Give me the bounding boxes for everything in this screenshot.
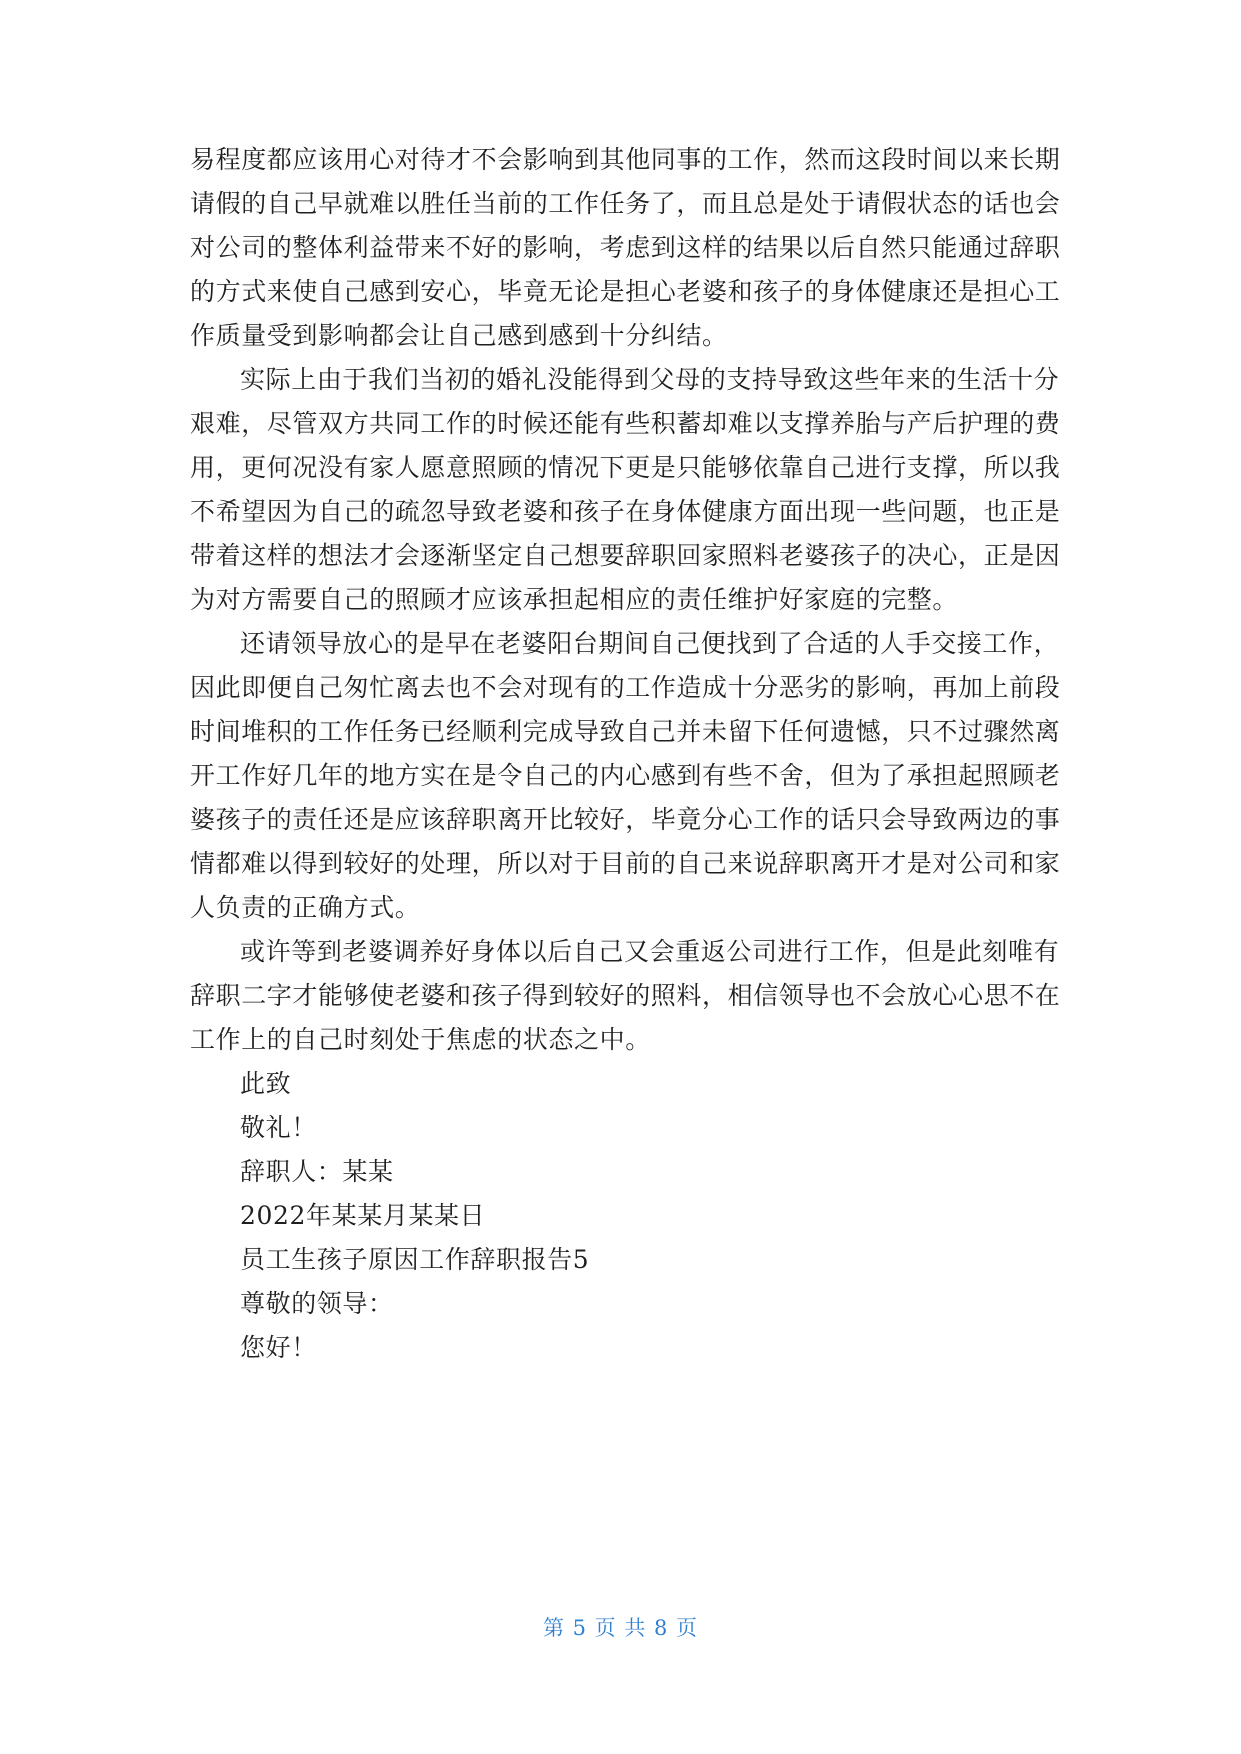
paragraph-4-line-1: 或许等到老婆调养好身体以后自己又会重返公司进行工作，但是此刻唯有 bbox=[240, 937, 1060, 966]
paragraph-1-line-4: 的方式来使自己感到安心，毕竟无论是担心老婆和孩子的身体健康还是担心工 bbox=[190, 277, 1061, 306]
closing-cizhi: 此致 bbox=[240, 1069, 292, 1098]
paragraph-1-line-1: 易程度都应该用心对待才不会影响到其他同事的工作，然而这段时间以来长期 bbox=[190, 145, 1061, 174]
paragraph-2-line-2: 艰难，尽管双方共同工作的时候还能有些积蓄却难以支撑养胎与产后护理的费 bbox=[190, 409, 1061, 438]
paragraph-3-line-5: 婆孩子的责任还是应该辞职离开比较好，毕竟分心工作的话只会导致两边的事 bbox=[190, 805, 1061, 834]
paragraph-1-line-2: 请假的自己早就难以胜任当前的工作任务了，而且总是处于请假状态的话也会 bbox=[190, 189, 1061, 218]
paragraph-1-line-5: 作质量受到影响都会让自己感到感到十分纠结。 bbox=[190, 321, 728, 350]
page-number-footer: 第 5 页 共 8 页 bbox=[542, 1616, 699, 1640]
paragraph-3-line-6: 情都难以得到较好的处理，所以对于目前的自己来说辞职离开才是对公司和家 bbox=[190, 849, 1061, 878]
closing-signature: 辞职人：某某 bbox=[240, 1157, 394, 1186]
greeting: 您好！ bbox=[240, 1333, 317, 1362]
paragraph-3-line-7: 人负责的正确方式。 bbox=[190, 893, 421, 922]
paragraph-4-line-2: 辞职二字才能够使老婆和孩子得到较好的照料，相信领导也不会放心心思不在 bbox=[190, 981, 1061, 1010]
paragraph-2-line-4: 不希望因为自己的疏忽导致老婆和孩子在身体健康方面出现一些问题，也正是 bbox=[190, 497, 1061, 526]
paragraph-3-line-2: 因此即便自己匆忙离去也不会对现有的工作造成十分恶劣的影响，再加上前段 bbox=[190, 673, 1061, 702]
next-report-title: 员工生孩子原因工作辞职报告5 bbox=[240, 1245, 590, 1274]
paragraph-4-line-3: 工作上的自己时刻处于焦虑的状态之中。 bbox=[190, 1025, 651, 1054]
paragraph-2-line-5: 带着这样的想法才会逐渐坚定自己想要辞职回家照料老婆孩子的决心，正是因 bbox=[190, 541, 1061, 570]
paragraph-3-line-1: 还请领导放心的是早在老婆阳台期间自己便找到了合适的人手交接工作， bbox=[240, 629, 1060, 658]
closing-date: 2022年某某月某某日 bbox=[240, 1201, 486, 1230]
paragraph-1-line-3: 对公司的整体利益带来不好的影响，考虑到这样的结果以后自然只能通过辞职 bbox=[190, 233, 1061, 262]
paragraph-3-line-3: 时间堆积的工作任务已经顺利完成导致自己并未留下任何遗憾，只不过骤然离 bbox=[190, 717, 1061, 746]
paragraph-2-line-1: 实际上由于我们当初的婚礼没能得到父母的支持导致这些年来的生活十分 bbox=[240, 365, 1060, 394]
closing-jingli: 敬礼！ bbox=[240, 1113, 317, 1142]
paragraph-2-line-3: 用，更何况没有家人愿意照顾的情况下更是只能够依靠自己进行支撑，所以我 bbox=[190, 453, 1061, 482]
salutation: 尊敬的领导： bbox=[240, 1289, 394, 1318]
paragraph-3-line-4: 开工作好几年的地方实在是令自己的内心感到有些不舍，但为了承担起照顾老 bbox=[190, 761, 1061, 790]
paragraph-2-line-6: 为对方需要自己的照顾才应该承担起相应的责任维护好家庭的完整。 bbox=[190, 585, 959, 614]
